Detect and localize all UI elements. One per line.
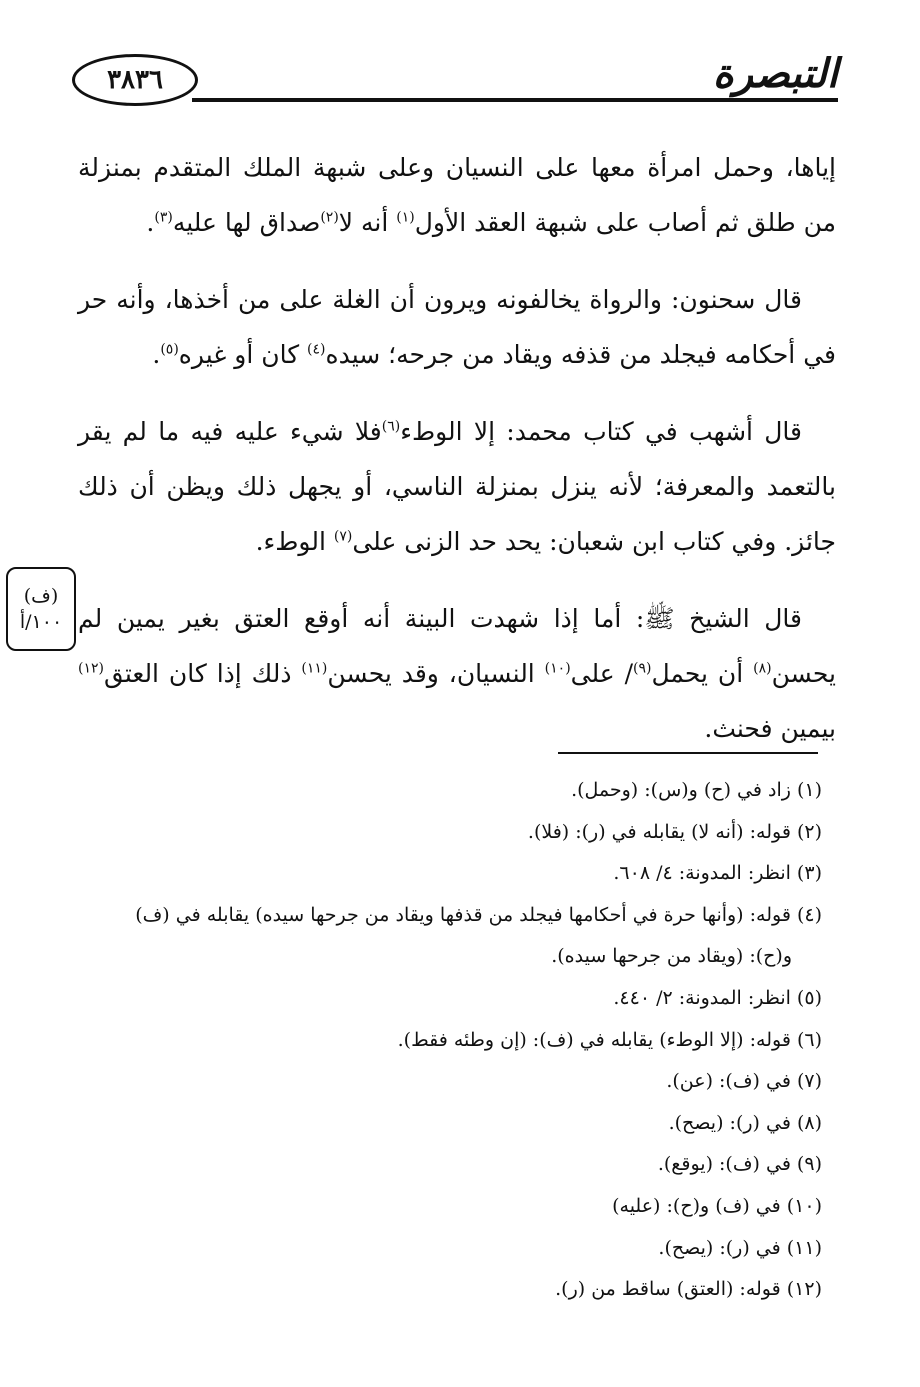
main-text bbox=[78, 140, 836, 778]
footnote: (١١) في (ر): (يصح). bbox=[658, 1236, 822, 1259]
note-marker: (١٢) bbox=[78, 660, 104, 677]
paragraph-2: قال سحنون: والرواة يخالفونه ويرون أن الغلة على من أخذها، وأنه حر في أحكامه فيجلد من قذفه ويقاد من جرحه؛ سيده$^{(٤)}$ كان أو غيره$^{(٥)}$. bbox=[78, 285, 836, 369]
footnote-separator bbox=[558, 752, 818, 754]
folio-number: ١٠٠/أ bbox=[19, 611, 63, 633]
footnote: (٢) قوله: (أنه لا) يقابله في (ر): (فلا). bbox=[527, 820, 822, 843]
note-marker: (٢) bbox=[320, 209, 339, 226]
footnote: (٧) في (ف): (عن). bbox=[666, 1070, 822, 1093]
footnote bbox=[78, 895, 822, 978]
note-marker: (١) bbox=[396, 209, 415, 226]
footnote: (٥) انظر: المدونة: ٢/ ٤٤٠. bbox=[613, 986, 822, 1009]
note-marker: (١٠) bbox=[544, 660, 571, 677]
footnote: (١) زاد في (ح) و(س): (وحمل). bbox=[571, 779, 822, 801]
note-marker: (٧) bbox=[333, 528, 353, 545]
footnote: (١٢) قوله: (العتق) ساقط من (ر). bbox=[555, 1278, 822, 1301]
book-title: التبصرة bbox=[712, 50, 838, 97]
note-marker: (٦) bbox=[381, 418, 401, 435]
note-marker: (٣) bbox=[154, 209, 173, 226]
footnote: (١٠) في (ف) و(ح): (عليه) bbox=[612, 1194, 822, 1217]
paragraph-4: قال الشيخ ﷺ: أما إذا شهدت البينة أنه أوقع العتق بغير يمين لم يحسن$^{(٨)}$ أن يحمل$^{(٩)}$/ على$^{(١٠)}$ النسيان، وقد يحسن$^{(١١)}$ ذلك إذا كان العتق$^{(١٢)}$ بيمين فحنث. bbox=[78, 604, 837, 743]
paragraph-1: إياها، وحمل امرأة معها على النسيان وعلى شبهة الملك المتقدم بمنزلة من طلق ثم أصاب على شبهة العقد الأول$^{(١)}$ أنه لا$^{(٢)}$صداق لها عليه$^{(٣)}$. bbox=[78, 153, 836, 237]
page-header bbox=[72, 44, 838, 130]
footnote: (٣) انظر: المدونة: ٤/ ٦٠٨. bbox=[613, 862, 822, 885]
page-number bbox=[72, 54, 198, 106]
footnotes bbox=[78, 770, 822, 1311]
note-marker: (٩) bbox=[633, 660, 652, 677]
footnote: (٨) في (ر): (يصح). bbox=[668, 1111, 822, 1134]
folio-source: (ف) bbox=[23, 585, 59, 607]
paragraph-3: قال أشهب في كتاب محمد: إلا الوطء$^{(٦)}$فلا شيء عليه فيه ما لم يقر بالتعمد والمعرفة؛ لأنه ينزل بمنزلة الناسي، أو يجهل ذلك ويظن أن ذلك جائز. وفي كتاب ابن شعبان: يحد حد الزنى على$^{(٧)}$ الوطء. bbox=[78, 417, 836, 556]
page-number-text: ٣٨٣٦ bbox=[107, 65, 163, 95]
header-rule bbox=[192, 98, 838, 102]
footnote: (٩) في (ف): (يوقع). bbox=[657, 1153, 822, 1176]
footnote-text: (٤) قوله: (وأنها حرة في أحكامها فيجلد من قذفها ويقاد من جرحها سيده) يقابله في (ف) bbox=[135, 903, 822, 926]
note-marker: (٥) bbox=[160, 341, 179, 358]
note-marker: (١١) bbox=[301, 660, 328, 677]
footnote-continuation: و(ح): (ويقاد من جرحها سيده). bbox=[551, 945, 792, 968]
manuscript-folio-note bbox=[6, 567, 76, 651]
footnote: (٦) قوله: (إلا الوطء) يقابله في (ف): (إن وطئه فقط). bbox=[397, 1028, 822, 1051]
note-marker: (٤) bbox=[307, 341, 326, 358]
note-marker: (٨) bbox=[753, 660, 772, 677]
